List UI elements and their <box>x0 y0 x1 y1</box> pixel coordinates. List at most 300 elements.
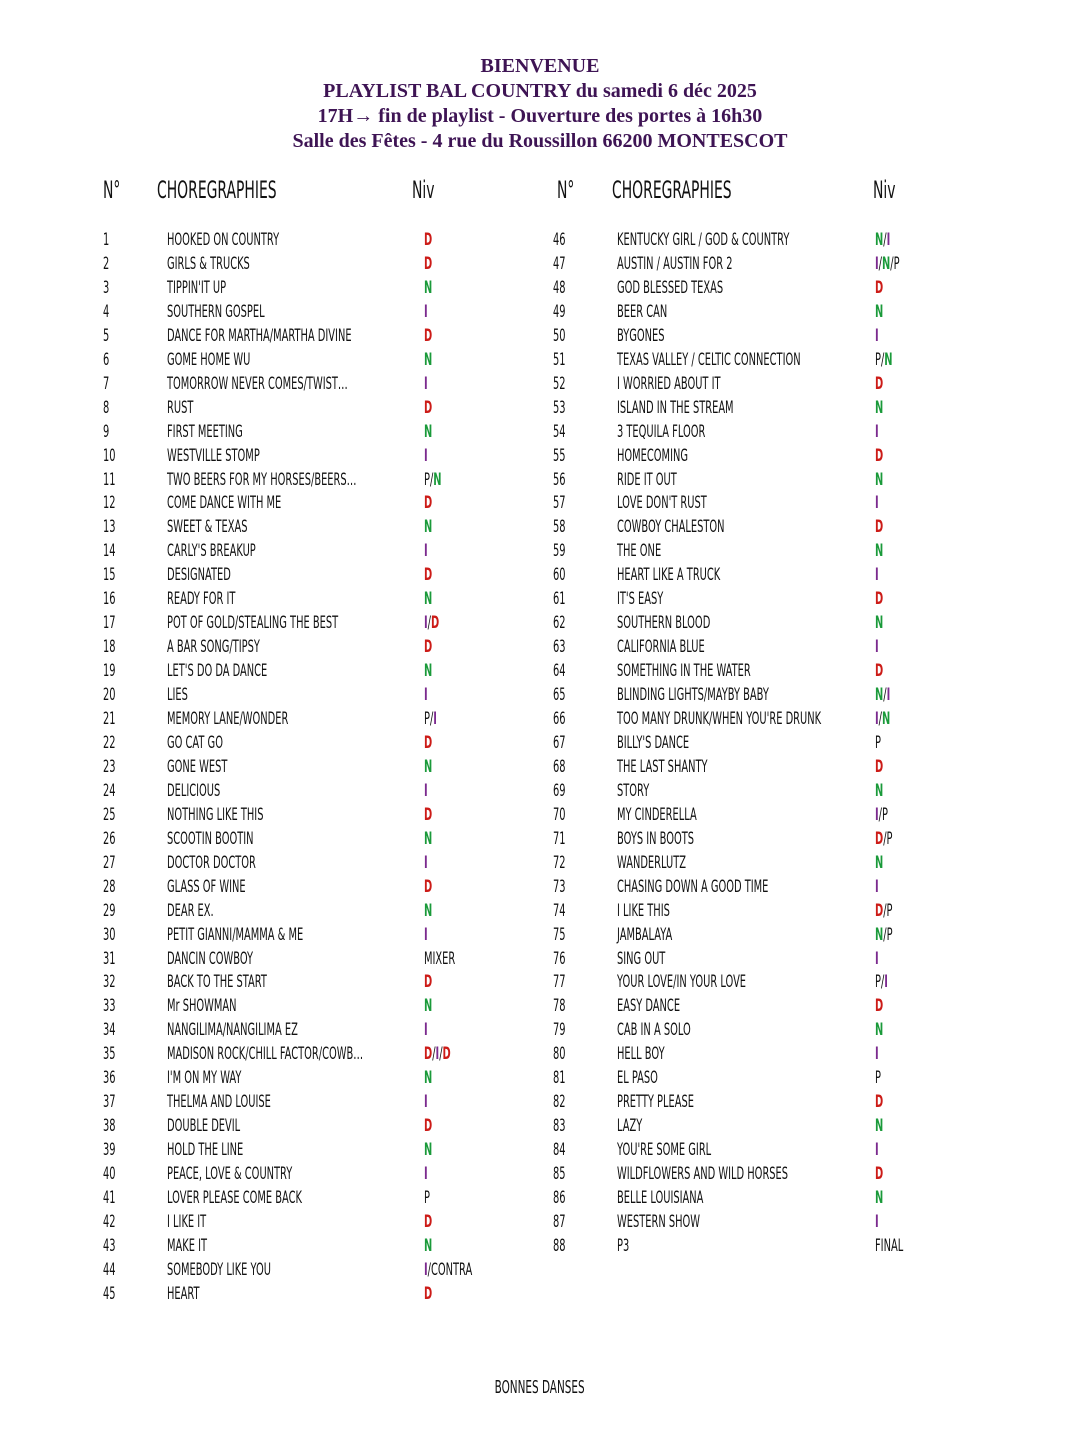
dance-level: D <box>424 493 433 513</box>
dance-row <box>103 731 543 755</box>
dance-row <box>103 252 543 276</box>
dance-row <box>553 731 993 755</box>
dance-number: 13 <box>103 517 116 537</box>
dance-level: D <box>875 1092 884 1112</box>
dance-level: I <box>424 1164 428 1184</box>
dance-number: 50 <box>553 326 566 346</box>
dance-number: 22 <box>103 733 116 753</box>
dance-level: D/I/D <box>424 1044 451 1064</box>
dance-row <box>553 1138 993 1162</box>
dance-name: YOUR LOVE/IN YOUR LOVE <box>617 972 747 992</box>
dance-row <box>103 755 543 779</box>
dance-number: 29 <box>103 901 116 921</box>
dance-row <box>553 563 993 587</box>
dance-number: 46 <box>553 230 566 250</box>
page-header <box>0 54 1080 154</box>
dance-level: I <box>875 1140 879 1160</box>
dance-row <box>553 396 993 420</box>
dance-number: 68 <box>553 757 566 777</box>
dance-number: 5 <box>103 326 110 346</box>
dance-level: D <box>875 446 884 466</box>
dance-number: 38 <box>103 1116 116 1136</box>
dance-level: I <box>424 302 428 322</box>
dance-name: WANDERLUTZ <box>617 853 687 873</box>
dance-row <box>553 444 993 468</box>
dance-level: D <box>424 733 433 753</box>
dance-number: 11 <box>103 470 116 490</box>
dance-level: N <box>424 1236 433 1256</box>
dance-name: TOMORROW NEVER COMES/TWIST… <box>167 374 348 394</box>
dance-number: 40 <box>103 1164 116 1184</box>
dance-name: CHASING DOWN A GOOD TIME <box>617 877 769 897</box>
dance-number: 82 <box>553 1092 566 1112</box>
dance-name: LET'S DO DA DANCE <box>167 661 268 681</box>
venue-address: Salle des Fêtes - 4 rue du Roussillon 66200 MONTESCOT <box>292 130 788 152</box>
dance-level: D <box>875 589 884 609</box>
welcome-title: BIENVENUE <box>480 55 600 77</box>
dance-level: D <box>424 1284 433 1304</box>
dance-row <box>553 899 993 923</box>
dance-level: I/CONTRA <box>424 1260 473 1280</box>
dance-level: D <box>875 757 884 777</box>
dance-number: 87 <box>553 1212 566 1232</box>
dance-number: 71 <box>553 829 566 849</box>
dance-number: 1 <box>103 230 110 250</box>
dance-number: 70 <box>553 805 566 825</box>
dance-row <box>553 1042 993 1066</box>
dance-number: 63 <box>553 637 566 657</box>
dance-name: POT OF GOLD/STEALING THE BEST <box>167 613 339 633</box>
dance-name: MEMORY LANE/WONDER <box>167 709 289 729</box>
dance-name: MAKE IT <box>167 1236 208 1256</box>
dance-name: PEACE, LOVE & COUNTRY <box>167 1164 293 1184</box>
dance-name: HOMECOMING <box>617 446 688 466</box>
dance-row <box>103 276 543 300</box>
dance-name: NOTHING LIKE THIS <box>167 805 264 825</box>
dance-number: 6 <box>103 350 110 370</box>
dance-row <box>553 1234 993 1258</box>
dance-number: 28 <box>103 877 116 897</box>
dance-name: HOLD THE LINE <box>167 1140 244 1160</box>
dance-row <box>103 611 543 635</box>
dance-row <box>553 420 993 444</box>
dance-row <box>553 1162 993 1186</box>
dance-level: D <box>424 326 433 346</box>
dance-level: P/I <box>875 972 888 992</box>
dance-name: SWEET & TEXAS <box>167 517 248 537</box>
dance-row <box>103 851 543 875</box>
dance-row <box>553 947 993 971</box>
dance-level: I <box>875 493 879 513</box>
dance-number: 12 <box>103 493 116 513</box>
dance-level: D <box>875 996 884 1016</box>
dance-name: TWO BEERS FOR MY HORSES/BEERS… <box>167 470 357 490</box>
dance-level: D <box>424 398 433 418</box>
dance-name: LIES <box>167 685 188 705</box>
dance-row <box>553 228 993 252</box>
dance-row <box>553 539 993 563</box>
dance-level: D <box>875 278 884 298</box>
dance-row <box>103 1114 543 1138</box>
dance-level: I <box>424 374 428 394</box>
dance-row <box>103 659 543 683</box>
dance-name: BILLY'S DANCE <box>617 733 690 753</box>
dance-row <box>553 683 993 707</box>
dance-level: N <box>875 781 884 801</box>
right-col-header-level: Niv <box>873 176 896 204</box>
dance-row <box>103 372 543 396</box>
dance-level: N <box>424 757 433 777</box>
dance-number: 41 <box>103 1188 116 1208</box>
dance-row <box>103 1090 543 1114</box>
dance-number: 4 <box>103 302 110 322</box>
dance-name: DESIGNATED <box>167 565 231 585</box>
left-col-header-name: CHOREGRAPHIES <box>157 176 277 204</box>
dance-level: D/P <box>875 829 893 849</box>
dance-name: AUSTIN / AUSTIN FOR 2 <box>617 254 733 274</box>
dance-row <box>103 300 543 324</box>
dance-number: 14 <box>103 541 116 561</box>
dance-name: WESTERN SHOW <box>617 1212 701 1232</box>
dance-name: GIRLS & TRUCKS <box>167 254 250 274</box>
dance-row <box>103 707 543 731</box>
dance-level: I <box>424 685 428 705</box>
dance-row <box>103 827 543 851</box>
dance-level: D <box>875 661 884 681</box>
dance-name: DOUBLE DEVIL <box>167 1116 241 1136</box>
dance-level: I <box>424 446 428 466</box>
dance-level: MIXER <box>424 949 456 969</box>
dance-number: 60 <box>553 565 566 585</box>
dance-name: TEXAS VALLEY / CELTIC CONNECTION <box>617 350 801 370</box>
dance-row <box>103 420 543 444</box>
dance-number: 48 <box>553 278 566 298</box>
dance-row <box>103 803 543 827</box>
dance-row <box>103 1234 543 1258</box>
dance-row <box>553 1114 993 1138</box>
dance-level: D <box>424 230 433 250</box>
dance-number: 55 <box>553 446 566 466</box>
dance-number: 72 <box>553 853 566 873</box>
dance-number: 64 <box>553 661 566 681</box>
dance-number: 17 <box>103 613 116 633</box>
dance-number: 45 <box>103 1284 116 1304</box>
dance-number: 20 <box>103 685 116 705</box>
dance-number: 42 <box>103 1212 116 1232</box>
dance-number: 37 <box>103 1092 116 1112</box>
dance-number: 33 <box>103 996 116 1016</box>
dance-level: D <box>424 565 433 585</box>
dance-number: 30 <box>103 925 116 945</box>
dance-row <box>103 875 543 899</box>
dance-level: N <box>424 661 433 681</box>
dance-level: N <box>875 853 884 873</box>
dance-name: I LIKE IT <box>167 1212 207 1232</box>
dance-name: SOMEBODY LIKE YOU <box>167 1260 272 1280</box>
dance-number: 79 <box>553 1020 566 1040</box>
dance-name: STORY <box>617 781 650 801</box>
dance-row <box>103 444 543 468</box>
dance-level: P <box>875 733 881 753</box>
dance-number: 73 <box>553 877 566 897</box>
dance-level: P <box>875 1068 881 1088</box>
dance-row <box>553 1210 993 1234</box>
dance-number: 10 <box>103 446 116 466</box>
dance-number: 76 <box>553 949 566 969</box>
dance-name: BOYS IN BOOTS <box>617 829 695 849</box>
dance-name: PRETTY PLEASE <box>617 1092 694 1112</box>
dance-number: 27 <box>103 853 116 873</box>
dance-level: I <box>424 853 428 873</box>
dance-row <box>103 683 543 707</box>
dance-level: N <box>875 613 884 633</box>
left-col-header-level: Niv <box>412 176 435 204</box>
dance-name: 3 TEQUILA FLOOR <box>617 422 706 442</box>
dance-name: CAB IN A SOLO <box>617 1020 691 1040</box>
dance-level: I <box>875 1044 879 1064</box>
dance-number: 23 <box>103 757 116 777</box>
dance-row <box>103 1210 543 1234</box>
dance-name: HEART LIKE A TRUCK <box>617 565 721 585</box>
dance-level: D <box>875 517 884 537</box>
dance-row <box>103 1282 543 1306</box>
dance-number: 57 <box>553 493 566 513</box>
dance-level: N <box>875 398 884 418</box>
dance-row <box>103 396 543 420</box>
dance-number: 21 <box>103 709 116 729</box>
dance-row <box>553 755 993 779</box>
dance-number: 7 <box>103 374 110 394</box>
dance-row <box>103 324 543 348</box>
dance-number: 56 <box>553 470 566 490</box>
dance-number: 67 <box>553 733 566 753</box>
dance-row <box>553 611 993 635</box>
dance-row <box>103 563 543 587</box>
dance-number: 80 <box>553 1044 566 1064</box>
dance-name: MADISON ROCK/CHILL FACTOR/COWB… <box>167 1044 364 1064</box>
dance-name: GO CAT GO <box>167 733 223 753</box>
dance-number: 62 <box>553 613 566 633</box>
dance-row <box>553 875 993 899</box>
dance-row <box>553 1018 993 1042</box>
dance-name: I LIKE THIS <box>617 901 670 921</box>
dance-name: COME DANCE WITH ME <box>167 493 282 513</box>
playlist-title: PLAYLIST BAL COUNTRY du samedi 6 déc 2025 <box>323 80 757 102</box>
dance-row <box>103 515 543 539</box>
dance-level: N <box>875 541 884 561</box>
dance-row <box>103 491 543 515</box>
dance-level: I <box>875 422 879 442</box>
dance-row <box>103 1162 543 1186</box>
dance-number: 35 <box>103 1044 116 1064</box>
dance-level: D <box>424 1212 433 1232</box>
footer <box>0 1375 1080 1400</box>
schedule-line: 17H→ fin de playlist - Ouverture des portes à 16h30 <box>317 105 763 127</box>
dance-row <box>103 994 543 1018</box>
dance-level: I/N/P <box>875 254 900 274</box>
dance-level: N/I <box>875 685 891 705</box>
dance-name: RIDE IT OUT <box>617 470 677 490</box>
dance-row <box>553 300 993 324</box>
dance-level: I <box>875 877 879 897</box>
dance-name: NANGILIMA/NANGILIMA EZ <box>167 1020 298 1040</box>
dance-number: 52 <box>553 374 566 394</box>
dance-name: I WORRIED ABOUT IT <box>617 374 721 394</box>
dance-name: ISLAND IN THE STREAM <box>617 398 734 418</box>
dance-name: LOVE DON'T RUST <box>617 493 707 513</box>
dance-name: BLINDING LIGHTS/MAYBY BABY <box>617 685 769 705</box>
right-col-header-name: CHOREGRAPHIES <box>612 176 732 204</box>
dance-level: N <box>424 1140 433 1160</box>
dance-level: P/N <box>424 470 442 490</box>
dance-row <box>103 539 543 563</box>
dance-row <box>103 1138 543 1162</box>
left-col-header-num: N° <box>103 176 121 204</box>
dance-name: DEAR EX. <box>167 901 214 921</box>
dance-level: P <box>424 1188 430 1208</box>
dance-name: DOCTOR DOCTOR <box>167 853 256 873</box>
dance-name: DANCIN COWBOY <box>167 949 254 969</box>
dance-row <box>553 252 993 276</box>
dance-level: I <box>875 949 879 969</box>
dance-level: I/N <box>875 709 891 729</box>
dance-level: P/I <box>424 709 437 729</box>
dance-number: 8 <box>103 398 110 418</box>
dance-number: 9 <box>103 422 110 442</box>
dance-row <box>553 515 993 539</box>
dance-level: N/I <box>875 230 891 250</box>
dance-number: 34 <box>103 1020 116 1040</box>
dance-name: P3 <box>617 1236 630 1256</box>
dance-row <box>553 994 993 1018</box>
dance-row <box>103 923 543 947</box>
dance-name: EL PASO <box>617 1068 658 1088</box>
dance-level: D <box>424 972 433 992</box>
dance-level: P/N <box>875 350 893 370</box>
dance-number: 69 <box>553 781 566 801</box>
right-col-header-num: N° <box>557 176 575 204</box>
dance-row <box>553 372 993 396</box>
dance-name: HEART <box>167 1284 200 1304</box>
dance-row <box>553 970 993 994</box>
dance-name: WESTVILLE STOMP <box>167 446 260 466</box>
dance-row <box>553 491 993 515</box>
dance-number: 78 <box>553 996 566 1016</box>
dance-number: 47 <box>553 254 566 274</box>
dance-level: N <box>875 1188 884 1208</box>
dance-row <box>103 348 543 372</box>
dance-level: D <box>875 1164 884 1184</box>
dance-name: LOVER PLEASE COME BACK <box>167 1188 302 1208</box>
dance-row <box>103 228 543 252</box>
dance-number: 85 <box>553 1164 566 1184</box>
dance-name: DELICIOUS <box>167 781 221 801</box>
dance-name: IT'S EASY <box>617 589 664 609</box>
dance-number: 39 <box>103 1140 116 1160</box>
dance-number: 32 <box>103 972 116 992</box>
dance-level: D <box>424 254 433 274</box>
dance-row <box>103 1186 543 1210</box>
dance-name: CALIFORNIA BLUE <box>617 637 705 657</box>
dance-name: JAMBALAYA <box>617 925 673 945</box>
dance-row <box>553 803 993 827</box>
dance-level: N <box>424 422 433 442</box>
dance-name: GOME HOME WU <box>167 350 251 370</box>
dance-number: 16 <box>103 589 116 609</box>
dance-number: 81 <box>553 1068 566 1088</box>
dance-level: I <box>875 326 879 346</box>
dance-number: 65 <box>553 685 566 705</box>
dance-name: THE ONE <box>617 541 662 561</box>
dance-number: 26 <box>103 829 116 849</box>
dance-name: SCOOTIN BOOTIN <box>167 829 254 849</box>
dance-name: DANCE FOR MARTHA/MARTHA DIVINE <box>167 326 352 346</box>
dance-level: I/D <box>424 613 440 633</box>
dance-level: N <box>875 302 884 322</box>
dance-row <box>553 779 993 803</box>
dance-level: N <box>424 517 433 537</box>
dance-level: D <box>424 1116 433 1136</box>
dance-number: 86 <box>553 1188 566 1208</box>
dance-row <box>553 827 993 851</box>
dance-number: 74 <box>553 901 566 921</box>
dance-name: THELMA AND LOUISE <box>167 1092 271 1112</box>
dance-name: EASY DANCE <box>617 996 681 1016</box>
dance-row <box>103 635 543 659</box>
dance-level: D <box>424 877 433 897</box>
dance-name: BACK TO THE START <box>167 972 267 992</box>
dance-row <box>553 468 993 492</box>
dance-name: GOD BLESSED TEXAS <box>617 278 724 298</box>
dance-name: READY FOR IT <box>167 589 236 609</box>
dance-level: I <box>875 637 879 657</box>
dance-row <box>103 899 543 923</box>
dance-number: 3 <box>103 278 110 298</box>
dance-number: 25 <box>103 805 116 825</box>
dance-row <box>103 1042 543 1066</box>
dance-level: I/P <box>875 805 888 825</box>
dance-number: 51 <box>553 350 566 370</box>
dance-number: 83 <box>553 1116 566 1136</box>
dance-name: YOU'RE SOME GIRL <box>617 1140 712 1160</box>
dance-row <box>553 635 993 659</box>
dance-name: BEER CAN <box>617 302 668 322</box>
dance-row <box>553 1066 993 1090</box>
dance-name: SING OUT <box>617 949 666 969</box>
dance-number: 24 <box>103 781 116 801</box>
dance-name: GLASS OF WINE <box>167 877 246 897</box>
dance-row <box>103 1018 543 1042</box>
dance-number: 58 <box>553 517 566 537</box>
dance-level: D <box>424 637 433 657</box>
dance-name: COWBOY CHALESTON <box>617 517 725 537</box>
dance-level: N <box>424 589 433 609</box>
dance-level: D <box>424 805 433 825</box>
dance-number: 18 <box>103 637 116 657</box>
dance-row <box>553 587 993 611</box>
dance-name: TOO MANY DRUNK/WHEN YOU'RE DRUNK <box>617 709 822 729</box>
dance-name: CARLY'S BREAKUP <box>167 541 256 561</box>
dance-name: RUST <box>167 398 194 418</box>
dance-number: 36 <box>103 1068 116 1088</box>
dance-row <box>553 851 993 875</box>
dance-number: 43 <box>103 1236 116 1256</box>
dance-name: BYGONES <box>617 326 665 346</box>
dance-name: MY CINDERELLA <box>617 805 697 825</box>
dance-row <box>553 659 993 683</box>
dance-level: I <box>424 925 428 945</box>
dance-level: D <box>875 374 884 394</box>
